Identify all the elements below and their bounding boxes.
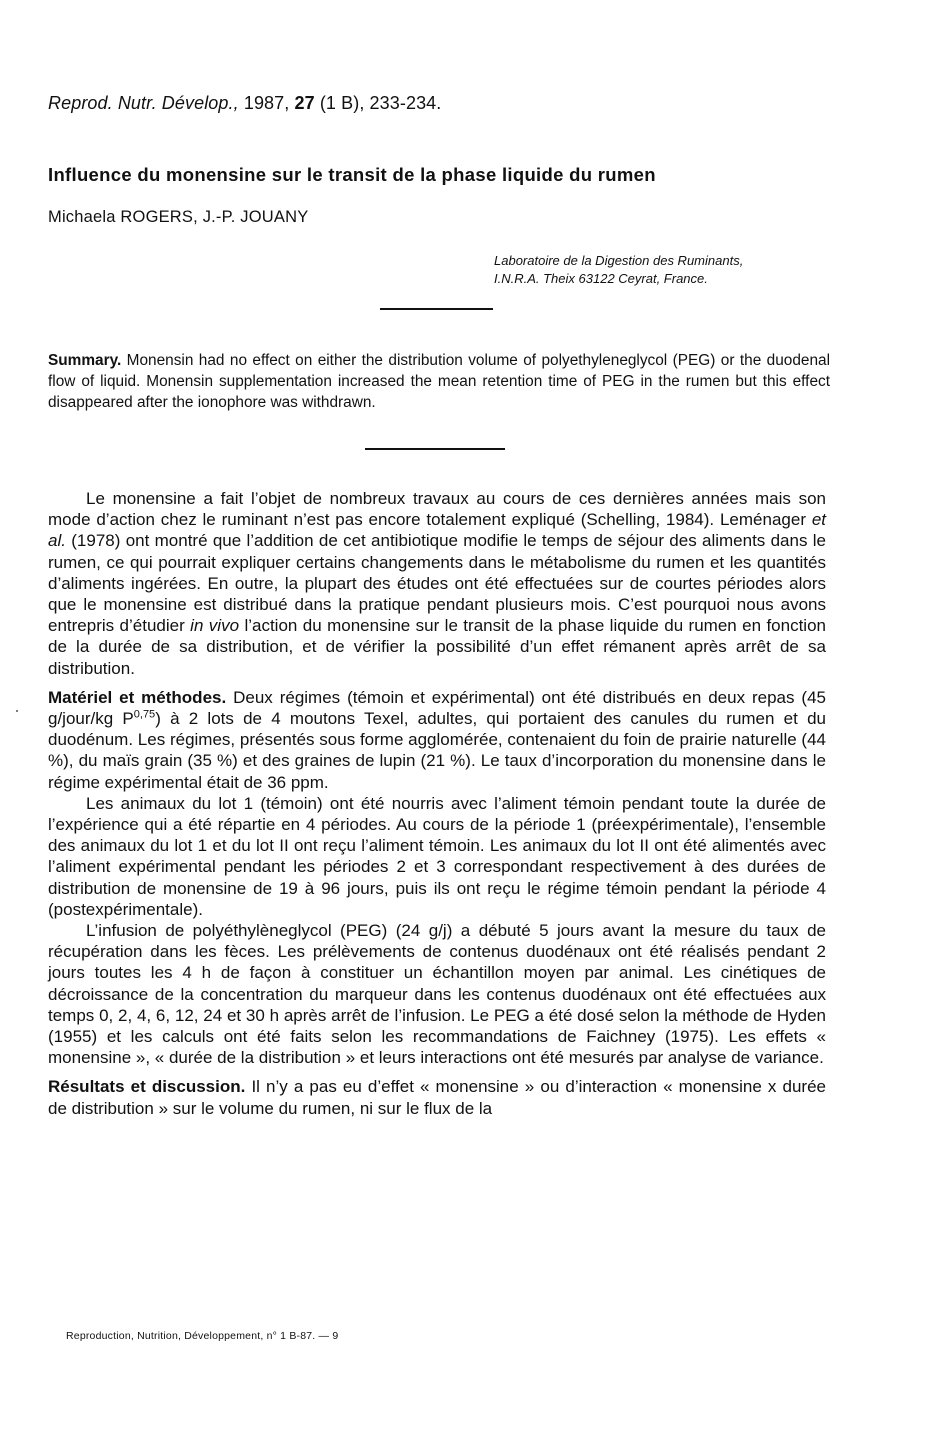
summary-label: Summary. (48, 352, 122, 369)
page-footer: Reproduction, Nutrition, Développement, n° 1 B-87. — 9 (66, 1330, 339, 1342)
journal-reference (48, 93, 441, 114)
results-heading: Résultats et discussion. (48, 1077, 246, 1097)
summary-paragraph (48, 350, 830, 413)
methods-text-2: ) à 2 lots de 4 moutons Texel, adultes, qui portaient des canules du rumen et du duodénum. Les régimes, présentés sous forme agglomérée, contenaient du foin de prairie naturelle (44 %), du maïs grain (35 %) et des graines de lupin (21 %). Le taux d’incorporation du monensine dans le régime expérimental était de 36 ppm. (48, 709, 826, 792)
methods-paragraph-2: Les animaux du lot 1 (témoin) ont été nourris avec l’aliment témoin pendant toute la durée de l’expérience qui a été répartie en 4 périodes. Au cours de la période 1 (préexpérimentale), l’ensemble des animaux du lot 1 et du lot II ont reçu l’aliment témoin. Les animaux du lot II ont été alimentés avec l’aliment expérimental pendant les périodes 2 et 3 correspondant respectivement à des durées de distribution de monensine de 19 à 96 jours, puis ils ont reçu le régime témoin pendant la période 4 (postexpérimentale). (48, 793, 826, 919)
affiliation-line-2: I.N.R.A. Theix 63122 Ceyrat, France. (494, 271, 708, 286)
intro-in-vivo: in vivo (190, 616, 240, 636)
methods-paragraph-3: L’infusion de polyéthylèneglycol (PEG) (24 g/j) a débuté 5 jours avant la mesure du taux de récupération dans les fèces. Les prélèvements de contenus duodénaux ont été réalisés pendant 2 jours toutes les 4 h de façon à constituer un échantillon moyen par animal. Les cinétiques de décroissance de la concentration du marqueur dans les contenus duodénaux ont été effectuées aux temps 0, 2, 4, 6, 12, 24 et 30 h après arrêt de l’infusion. Le PEG a été dosé selon la méthode de Hyden (1955) et les calculs ont été faits selon les recommandations de Faichney (1975). Les effets « monensine », « durée de la distribution » et leurs interactions ont été mesurés par analyse de variance. (48, 921, 826, 1068)
methods-paragraph-1 (48, 687, 826, 793)
margin-mark (16, 710, 18, 712)
paper-authors: Michaela ROGERS, J.-P. JOUANY (48, 208, 309, 226)
journal-issue-pages: (1 B), 233-234. (314, 93, 442, 113)
methods-superscript: 0,75 (133, 708, 156, 721)
intro-text-3: l’action du monensine sur le transit de la phase liquide du rumen en fonction de la durée de sa distribution, et de vérifier la possibilité d’un effet rémanent après arrêt de sa distribution. (48, 616, 826, 678)
journal-name: Reprod. Nutr. Dévelop., (48, 93, 239, 113)
summary-text: Monensin had no effect on either the distribution volume of polyethyleneglycol (PEG) or the duodenal flow of liquid. Monensin supplementation increased the mean retention time of PEG in the rumen but this effect disappeared after the ionophore was withdrawn. (48, 352, 830, 411)
affiliation-line-1: Laboratoire de la Digestion des Ruminants, (494, 253, 744, 268)
results-text: Il n’y a pas eu d’effet « monensine » ou d’interaction « monensine x durée de distribution » sur le volume du rumen, ni sur le flux de la (48, 1077, 826, 1118)
journal-volume: 27 (294, 93, 315, 113)
intro-paragraph (48, 488, 826, 679)
divider-bottom (365, 448, 505, 450)
paper-title: Influence du monensine sur le transit de la phase liquide du rumen (48, 164, 656, 185)
divider-top (380, 308, 493, 310)
intro-text-1: Le monensine a fait l’objet de nombreux travaux au cours de ces dernières années mais son mode d’action chez le ruminant n’est pas encore totalement expliqué (Schelling, 1984). Leménager (48, 489, 826, 530)
journal-year: 1987, (238, 93, 295, 113)
methods-heading: Matériel et méthodes. (48, 687, 227, 707)
intro-text-2: (1978) ont montré que l’addition de cet antibiotique modifie le temps de séjour des aliments dans le rumen, ce qui pourrait expliquer certains changements dans le métabolisme du rumen et les quantités d’aliments ingérées. En outre, la plupart des études ont été effectuées sur de courtes périodes alors que le monensine est distribué dans la pratique pendant plusieurs mois. C’est pourquoi nous avons entrepris d’étudier (48, 531, 826, 636)
results-paragraph (48, 1076, 826, 1118)
methods-text-1: Deux régimes (témoin et expérimental) ont été distribués en deux repas (45 g/jour/kg P (48, 687, 826, 729)
body-text (48, 488, 826, 1119)
affiliation (494, 252, 743, 288)
intro-et-al: et al. (48, 510, 826, 551)
